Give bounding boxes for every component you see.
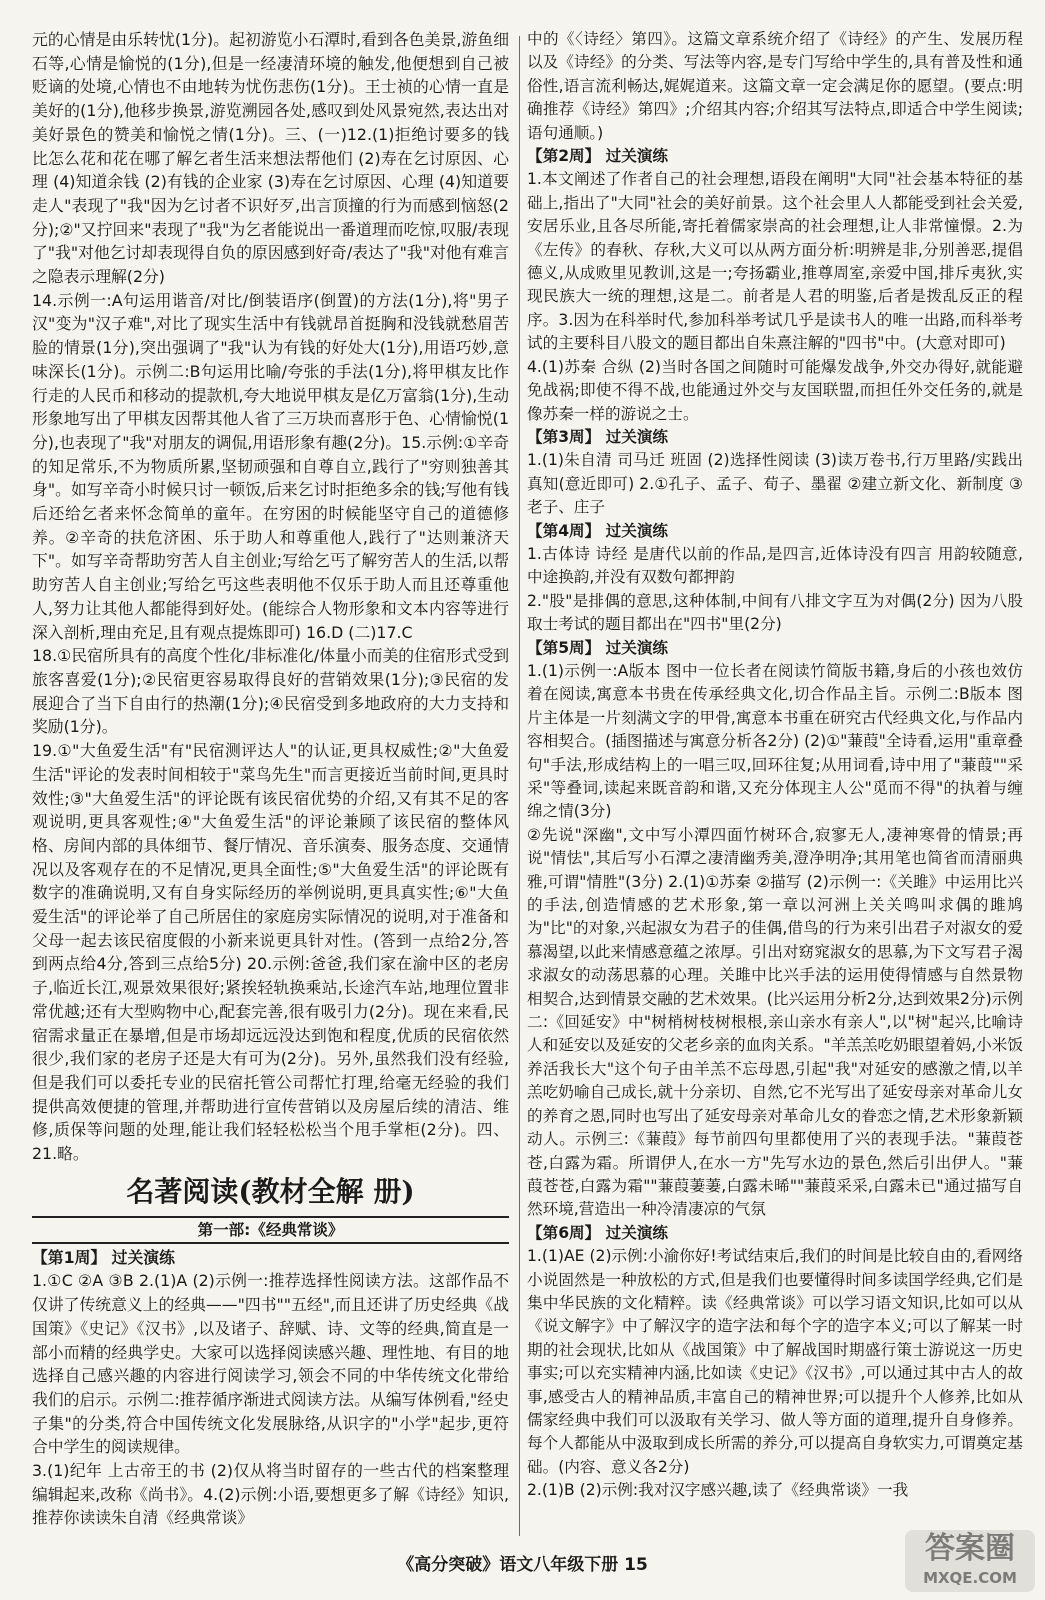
answer-paragraph: 中的《〈诗经〉第四》。这篇文章系统介绍了《诗经》的产生、发展历程以及《诗经》的分类、写法等内容,是专门写给中学生的,具有普及性和通俗性,语言流利畅达,娓娓道来。这篇文章一定会满足你的愿望。(要点:明确推荐《诗经》第四》;介绍其内容;介绍其写法特点,即适合中学生阅读;语句通顺。) <box>527 30 1023 142</box>
page-footer: 《高分突破》语文八年级下册 15 <box>397 1555 648 1575</box>
answer-paragraph: 14.示例一:A句运用谐音/对比/倒装语序(倒置)的方法(1分),将"男子汉"变为"汉子难",对比了现实生活中有钱就昂首挺胸和没钱就愁眉苦脸的情景(1分),突出强调了"我"认为有钱的好处大(1分),用语巧妙,意味深长(1分)。示例二:B句运用比喻/夸张的手法(1分),将甲棋友比作行走的人民币和移动的提款机,夸大地说甲棋友是亿万富翁(1分),生动形象地写出了甲棋友因帮其他人省了三万块而喜形于色、心情愉悦(1分),也表现了"我"对朋友的调侃,用语形象有趣(2分)。15.示例:①辛奇的知足常乐,不为物质所累,坚韧顽强和自尊自立,践行了"穷则独善其身"。如写辛奇小时候只讨一顿饭,后来乞讨时拒绝多余的钱;写他有钱后还给乞者来怀念简单的童年。在穷困的时候能坚守自己的道德修养。②辛奇的扶危济困、乐于助人和尊重他人,践行了"达则兼济天下"。如写辛奇帮助穷苦人自主创业;写给乞丐了解穷苦人的生活,以帮助穷苦人自主创业;写给乞丐这些表明他不仅乐于助人而且还尊重他人,努力让其他人都能得到好处。(能综合人物形象和文本内容等进行深入剖析,理由充足,且有观点提炼即可) 16.D (二)17.C <box>32 290 509 642</box>
week-heading: 【第1周】 过关演练 <box>32 1247 175 1267</box>
answer-paragraph: 1.古体诗 诗经 是唐代以前的作品,是四言,近体诗没有四言 用韵较随意,中途换韵,并没有双数句都押韵 <box>527 544 1023 587</box>
answer-paragraph: 4.(1)苏秦 合纵 (2)当时各国之间随时可能爆发战争,外交办得好,就能避免战祸;即使不得不战,也能通过外交与友国联盟,而担任外交任务的,就是像苏秦一样的游说之士。 <box>527 357 1023 423</box>
answer-paragraph: 元的心情是由乐转忧(1分)。起初游览小石潭时,看到各色美景,游鱼细石等,心情是愉悦的(1分),但是一经凄清环境的触发,他便想到自己被贬谪的处境,心情也不由地转为忧伤悲伤(1分)。王士祯的心情一直是美好的(1分),他移步换景,游览溯园各处,感叹到处风景宛然,表达出对美好景色的赞美和愉悦之情(1分)。三、(一)12.(1)拒绝讨要多的钱比怎么花和花在哪了解乞者生活来想法帮他们 (2)寿在乞讨原因、心理 (4)知道余钱 (2)有钱的企业家 (3)寿在乞讨原因、心理 (4)知道要走人"表现了"我"因为乞讨者不识好歹,出言顶撞的行为而感到恼怒(2分);②"又拧回来"表现了"我"为乞者能说出一番道理而吃惊,叹服/表现了"我"对他乞讨却表现得自负的原因感到好奇/表达了"我"对他有难言之隐表示理解(2分) <box>32 30 509 287</box>
week-heading: 【第2周】 过关演练 <box>527 147 669 166</box>
watermark-logo <box>905 1530 1035 1592</box>
left-column <box>32 28 509 1530</box>
answer-paragraph: 1.(1)朱自清 司马迁 班固 (2)选择性阅读 (3)读万卷书,行万里路/实践出真知(意近即可) 2.①孔子、孟子、荀子、墨翟 ②建立新文化、新制度 ③老子、庄子 <box>527 451 1023 517</box>
answer-paragraph: 2.(1)B (2)示例:我对汉字感兴趣,读了《经典常谈》一我 <box>527 1481 909 1500</box>
week-heading: 【第6周】 过关演练 <box>527 1223 669 1242</box>
column-divider <box>519 36 520 1536</box>
watermark-url: MXQE.COM <box>923 1569 1017 1587</box>
answer-paragraph: 19.①"大鱼爱生活"有"民宿测评达人"的认证,更具权威性;②"大鱼爱生活"评论的发表时间相较于"菜鸟先生"而言更接近当前时间,更具时效性;③"大鱼爱生活"的评论既有该民宿优势的介绍,又有其不足的客观说明,更具客观性;④"大鱼爱生活"的评论兼顾了该民宿的整体风格、房间内部的具体细节、餐厅情况、音乐演奏、服务态度、交通情况以及客观存在的不足情况,更具全面性;⑤"大鱼爱生活"的评论既有数字的准确说明,又有自身实际经历的举例说明,更具真实性;⑥"大鱼爱生活"的评论举了自己所居住的家庭房实际情况的说明,对于准备和父母一起去该民宿度假的小新来说更具针对性。(答到一点给2分,答到两点给4分,答到三点给5分) 20.示例:爸爸,我们家在渝中区的老房子,临近长江,观景效果很好;紧挨轻轨换乘站,长途汽车站,地理位置非常优越;还有大型购物中心,配套完善,很有吸引力(2分)。现在来看,民宿需求量正在暴增,但是市场却远远没达到饱和程度,优质的民宿依然很少,我们家的老房子还是大有可为(2分)。另外,虽然我们没有经验,但是我们可以委托专业的民宿托管公司帮忙打理,给毫无经验的我们提供高效便捷的管理,并帮助进行宣传营销以及房屋后续的清洁、维修,质保等问题的处理,能让我们轻轻松松当个甩手掌柜(2分)。四、21.略。 <box>32 741 509 1164</box>
answer-paragraph: 3.(1)纪年 上古帝王的书 (2)仅从将当时留存的一些古代的档案整理编辑起来,改称《尚书》。4.(2)示例:小语,要想更多了解《诗经》知识,推荐你读读朱自清《经典常谈》 <box>32 1461 509 1528</box>
section-title: 名著阅读(教材全解 册) <box>126 1174 415 1208</box>
watermark-text: 答案圈 <box>925 1531 1015 1566</box>
week-heading: 【第5周】 过关演练 <box>527 638 669 657</box>
answer-paragraph: 1.(1)AE (2)示例:小渝你好!考试结束后,我们的时间是比较自由的,看网络小说固然是一种放松的方式,但是我们也要懂得时间多读国学经典,它们是集中华民族的文化精粹。读《经典常谈》可以学习语文知识,比如可以从《说文解字》中了解汉字的造字法和每个字的造字本义;可以了解某一时期的社会现状,比如从《战国策》中了解战国时期盛行策士游说这一历史事实;可以充实精神内涵,比如读《史记》《汉书》,可以通过其中古人的故事,感受古人的精神品质,丰富自己的精神世界;可以提升个人修养,比如从儒家经典中我们可以汲取有关学习、做人等方面的道理,提升自身修养。每个人都能从中汲取到成长所需的养分,可以提高自身软实力,可谓奠定基础。(内容、意义各2分) <box>527 1247 1023 1476</box>
answer-paragraph: 2."股"是排偶的意思,这种体制,中间有八排文字互为对偶(2分) 因为八股取士考试的题目都出在"四书"里(2分) <box>527 591 1023 634</box>
answer-paragraph: ②先说"深幽",文中写小潭四面竹树环合,寂寥无人,凄神寒骨的情景;再说"情怯",其后写小石潭之凄清幽秀美,澄净明净;其用笔也简省而清丽典雅,可谓"情胜"(3分) 2.(1)①苏秦 ②描写 (2)示例一:《关雎》中运用比兴的手法,创造情感的艺术形象,第一章以河洲上关关鸣叫求偶的雎鸠为"比"的对象,兴起淑女为君子的佳偶,借鸟的行为来引出君子对淑女的爱慕渴望,以此来情感意蕴之浓厚。引出对窈窕淑女的思慕,为下文写君子渴求淑女的动荡思慕的心理。关雎中比兴手法的运用使得情感与自然景物相契合,达到情景交融的艺术效果。(比兴运用分析2分,达到效果2分)示例二:《回延安》中"树梢树枝树根根,亲山亲水有亲人",以"树"起兴,比喻诗人和延安以及延安的父老乡亲的血肉关系。"羊羔羔吃奶眼望着妈,小米饭养活我长大"这个句子由羊羔不忘母恩,引起"我"对延安的感激之情,以羊羔吃奶喻自己成长,就十分亲切、自然,它不光写出了延安母亲对革命儿女的养育之恩,同时也写出了延安母亲对革命儿女的眷恋之情,艺术形象新颖动人。示例三:《蒹葭》每节前四句里都使用了兴的表现手法。"蒹葭苍苍,白露为霜。所谓伊人,在水一方"先写水边的景色,然后引出伊人。"蒹葭苍苍,白露为霜""蒹葭萋萋,白露未晞""蒹葭采采,白露未已"通过描写自然环境,营造出一种冷清凄凉的气氛 <box>527 825 1023 1219</box>
week-heading: 【第3周】 过关演练 <box>527 427 669 446</box>
right-column <box>527 28 1023 1503</box>
answer-paragraph: 18.①民宿所具有的高度个性化/非标准化/体量小而美的住宿形式受到旅客喜爱(1分);②民宿更容易取得良好的营销效果(1分);③民宿的发展迎合了当下自由行的热潮(1分);④民宿受到多地政府的大力支持和奖励(1分)。 <box>32 646 509 737</box>
week-heading: 【第4周】 过关演练 <box>527 521 669 540</box>
part-title: 第一部:《经典常谈》 <box>32 1216 509 1244</box>
answer-paragraph: 1.(1)示例一:A版本 图中一位长者在阅读竹简版书籍,身后的小孩也效仿着在阅读,寓意本书贵在传承经典文化,切合作品主旨。示例二:B版本 图片主体是一片刻满文字的甲骨,寓意本书重在研究古代经典文化,与作品内容相契合。(插图描述与寓意分析各2分) (2)①"蒹葭"全诗看,运用"重章叠句"手法,形成结构上的一唱三叹,回环往复;从用词看,诗中用了"蒹葭""采采"等叠词,读起来既音韵和谐,又充分体现主人公"觅而不得"的执着与缠绵之情(3分) <box>527 661 1023 821</box>
answer-paragraph: 1.本文阐述了作者自己的社会理想,语段在阐明"大同"社会基本特征的基础上,指出了"大同"社会的美好前景。这个社会里人人都能受到社会关爱,安居乐业,且各尽所能,寄托着儒家崇高的社会理想,让人非常憧憬。2.为《左传》的春秋、存秋,大义可以从两方面分析:明辨是非,分别善恶,提倡德义,从成败里见教训,这是一;夸扬霸业,推尊周室,亲爱中国,排斥夷狄,实现民族大一统的理想,这是二。前者是人君的明鉴,后者是拨乱反正的程序。3.因为在科举时代,参加科举考试几乎是读书人的唯一出路,而科举考试的主要科目八股文的题目都出自朱熹注解的"四书"中。(大意对即可) <box>527 170 1023 353</box>
answer-paragraph: 1.①C ②A ③B 2.(1)A (2)示例一:推荐选择性阅读方法。这部作品不仅讲了传统意义上的经典——"四书""五经",而且还讲了历史经典《战国策》《史记》《汉书》,以及诸子、辞赋、诗、文等的经典,简直是一部小而精的经典学史。大家可以选择阅读感兴趣、理性地、有目的地选择自己感兴趣的内容进行阅读学习,领会不同的中华传统文化带给我们的启示。示例二:推荐循序渐进式阅读方法。从编写体例看,"经史子集"的分类,符合中国传统文化发展脉络,从识字的"小学"起步,更符合中学生的阅读规律。 <box>32 1271 509 1457</box>
